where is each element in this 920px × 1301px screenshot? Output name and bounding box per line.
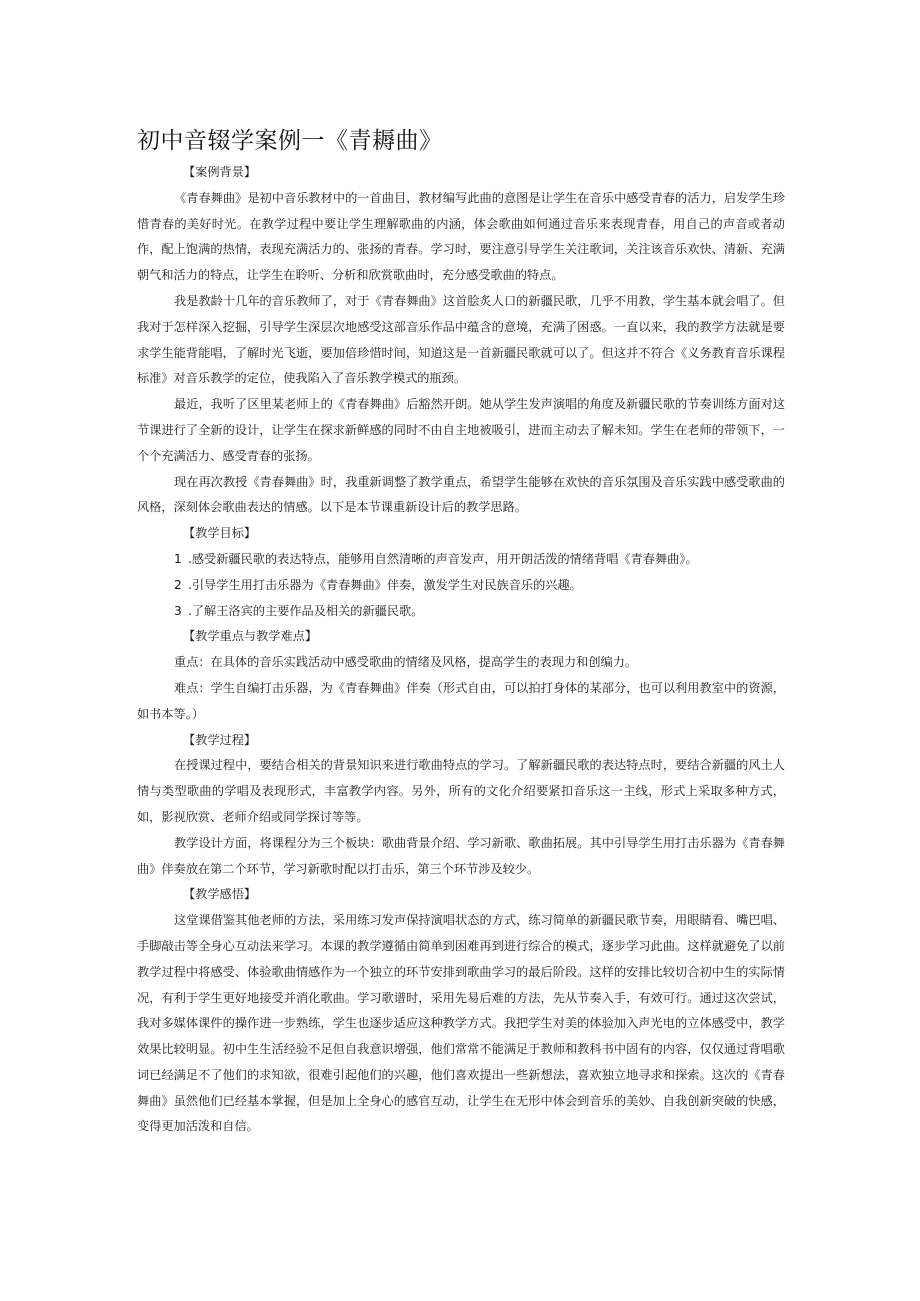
goal-item-2 (137, 573, 785, 599)
section-heading-reflection: 【教学感悟】 (183, 887, 257, 902)
goal-number: 3 (174, 603, 182, 618)
goal-number: 2 (174, 577, 182, 592)
section-heading-goals: 【教学目标】 (183, 526, 257, 541)
background-paragraph-4: 现在再次教授《青春舞曲》时，我重新调整了教学重点，希望学生能够在欢快的音乐氛围及音乐实践中感受歌曲的风格，深刻体会歌曲表达的情感。以下是本节课重新设计后的教学思路。 (137, 474, 785, 515)
background-paragraph-2: 我是教龄十几年的音乐教师了，对于《青春舞曲》这首脍炙人口的新疆民歌，几乎不用教，学生基本就会唱了。但我对于怎样深入挖掘，引导学生深层次地感受这部音乐作品中蕴含的意境，充满了困惑。一直以来，我的教学方法就是要求学生能背能唱，了解时光飞逝，要加倍珍惜时间，知道这是一首新疆民歌就可以了。但这并不符合《义务教育音乐课程标准》对音乐教学的定位，使我陷入了音乐教学模式的瓶颈。 (137, 293, 785, 386)
goals-list (137, 547, 785, 624)
section-heading-key-points: 【教学重点与教学难点】 (183, 629, 318, 644)
goal-item-3 (137, 599, 785, 625)
section-background (137, 160, 785, 521)
goal-text: .感受新疆民歌的表达特点，能够用自然清晰的声音发声，用开朗活泼的情绪背唱《青春舞曲》。 (188, 551, 698, 566)
section-key-points (137, 624, 785, 727)
key-point-paragraph-2: 难点：学生自编打击乐器，为《青春舞曲》伴奏（形式自由，可以拍打身体的某部分，也可以利用教室中的资源，如书本等。） (137, 680, 785, 721)
goal-number: 1 (174, 551, 182, 566)
document-body (137, 160, 785, 1140)
process-paragraph-1: 在授课过程中，要结合相关的背景知识来进行歌曲特点的学习。了解新疆民歌的表达特点时，要结合新疆的风土人情与类型歌曲的学唱及表现形式，丰富教学内容。另外，所有的文化介绍要紧扣音乐这一主线，形式上采取多种方式，如，影视欣赏、老师介绍或同学探讨等等。 (137, 758, 785, 824)
document-title: 初中音辍学案例一《青耨曲》 (137, 128, 443, 154)
process-paragraph-2: 教学设计方面，将课程分为三个板块：歌曲背景介绍、学习新歌、歌曲拓展。其中引导学生用打击乐器为《青春舞曲》伴奏放在第二个环节，学习新歌时配以打击乐，第三个环节涉及较少。 (137, 835, 785, 876)
background-paragraph-3: 最近，我听了区里某老师上的《青春舞曲》后豁然开朗。她从学生发声演唱的角度及新疆民歌的节奏训练方面对这节课进行了全新的设计，让学生在探求新鲜感的同时不由自主地被吸引，进而主动去了解未知。学生在老师的带领下，一个个充满活力、感受青春的张扬。 (137, 397, 785, 463)
goal-item-1 (137, 547, 785, 573)
section-process (137, 728, 785, 883)
goal-text: .引导学生用打击乐器为《青春舞曲》伴奏，激发学生对民族音乐的兴趣。 (188, 577, 582, 592)
section-reflection (137, 882, 785, 1140)
goal-text: .了解王洛宾的主要作品及相关的新疆民歌。 (188, 603, 424, 618)
background-paragraph-1: 《青春舞曲》是初中音乐教材中的一首曲目，教材编写此曲的意图是让学生在音乐中感受青春的活力，启发学生珍惜青春的美好时光。在教学过程中要让学生理解歌曲的内涵，体会歌曲如何通过音乐来表现青春，用自己的声音或者动作，配上饱满的热情，表现充满活力的、张扬的青春。学习时，要注意引导学生关注歌词，关注该音乐欢快、清新、充满朝气和活力的特点，让学生在聆听、分析和欣赏歌曲时，充分感受歌曲的特点。 (137, 190, 785, 283)
section-heading-background: 【案例背景】 (183, 165, 257, 179)
section-goals (137, 521, 785, 624)
section-heading-process: 【教学过程】 (183, 732, 257, 747)
key-point-paragraph-1: 重点：在具体的音乐实践活动中感受歌曲的情绪及风格，提高学生的表现力和创编力。 (174, 655, 638, 670)
reflection-paragraph-1: 这堂课借鉴其他老师的方法，采用练习发声保持演唱状态的方式，练习简单的新疆民歌节奏，用眼睛看、嘴巴唱、手脚敲击等全身心互动法来学习。本课的教学遵循由简单到困难再到进行综合的模式，逐步学习此曲。这样就避免了以前教学过程中将感受、体验歌曲情感作为一个独立的环节安排到歌曲学习的最后阶段。这样的安排比较切合初中生的实际情况，有利于学生更好地接受并消化歌曲。学习歌谱时，采用先易后难的方法，先从节奏入手，有效可行。通过这次尝试，我对多媒体课件的操作进一步熟练，学生也逐步适应这种教学方式。我把学生对美的体验加入声光电的立体感受中，教学效果比较明显。初中生生活经验不足但自我意识增强，他们常常不能满足于教师和教科书中固有的内容，仅仅通过背唱歌词已经满足不了他们的求知欲，很难引起他们的兴趣，他们喜欢提出一些新想法，喜欢独立地寻求和探索。这次的《青春舞曲》虽然他们已经基本掌握，但是加上全身心的感官互动，让学生在无形中体会到音乐的美妙、自我创新突破的快感，变得更加活泼和自信。 (137, 913, 785, 1134)
